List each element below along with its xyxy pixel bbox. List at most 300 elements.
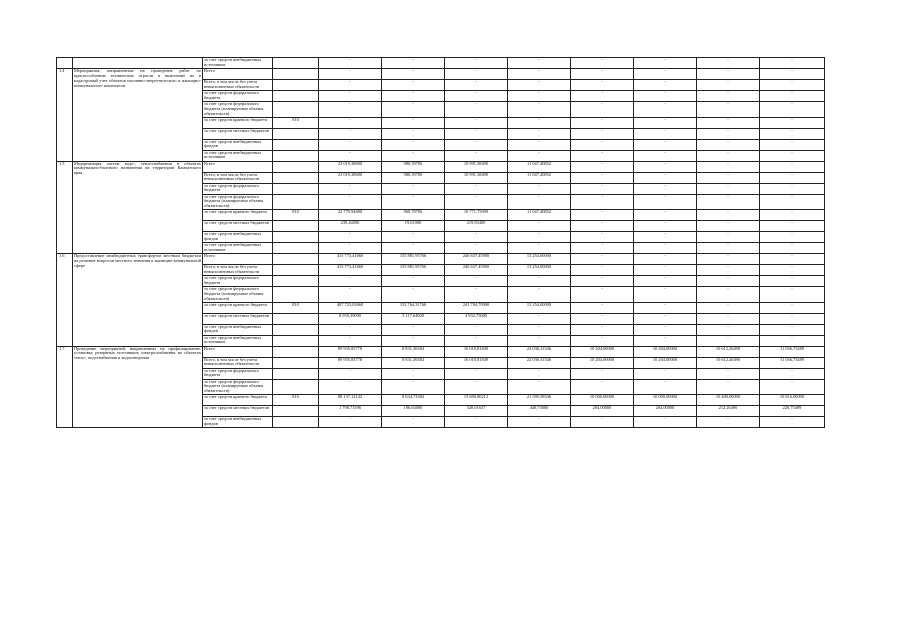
value-cell: - (382, 128, 445, 139)
funding-source: Всего, в том числе без учета невыполненных обязательств (203, 265, 273, 276)
value-cell: - (319, 183, 382, 194)
value-cell: - (445, 417, 508, 428)
value-cell: 980,39700 (382, 161, 445, 172)
value-cell: 239,44000 (319, 221, 382, 232)
value-cell: - (508, 102, 571, 118)
value-cell: - (634, 183, 697, 194)
value-cell: 13 254,00000 (508, 254, 571, 265)
value-cell: - (445, 69, 508, 80)
table-row (57, 69, 825, 80)
value-cell: - (319, 150, 382, 161)
funding-source: Всего (203, 346, 273, 357)
value-cell: - (382, 139, 445, 150)
budget-code: 810 (273, 210, 319, 221)
value-cell: - (697, 183, 760, 194)
value-cell: - (571, 379, 634, 395)
value-cell: 440,73000 (508, 406, 571, 417)
value-cell: - (760, 161, 825, 172)
value-cell: - (508, 276, 571, 287)
value-cell: - (445, 379, 508, 395)
value-cell: 13 254,00000 (508, 265, 571, 276)
value-cell: - (445, 276, 508, 287)
value-cell: 8 831,36384 (382, 357, 445, 368)
value-cell: - (382, 58, 445, 69)
funding-source: за счет средств федерального бюджета (203, 276, 273, 287)
value-cell: - (697, 243, 760, 254)
value-cell: 8 831,36384 (382, 346, 445, 357)
value-cell: - (571, 324, 634, 335)
value-cell: - (319, 91, 382, 102)
value-cell: - (445, 58, 508, 69)
value-cell: 89 935,83778 (319, 346, 382, 357)
value-cell: - (319, 417, 382, 428)
value-cell: - (382, 324, 445, 335)
value-cell: - (760, 324, 825, 335)
value-cell: - (760, 117, 825, 128)
value-cell: 19,61000 (382, 221, 445, 232)
budget-code (273, 172, 319, 183)
value-cell: - (571, 117, 634, 128)
value-cell: - (634, 128, 697, 139)
budget-code (273, 335, 319, 346)
value-cell: - (571, 58, 634, 69)
value-cell: 246 637,45900 (445, 254, 508, 265)
value-cell: - (382, 287, 445, 303)
value-cell: - (571, 161, 634, 172)
budget-code (273, 287, 319, 303)
value-cell: - (634, 102, 697, 118)
funding-source: за счет средств федерального бюджета (планируемые объемы обязательств) (203, 287, 273, 303)
value-cell: - (445, 117, 508, 128)
value-cell: 23 019,38680 (319, 172, 382, 183)
value-cell: - (571, 417, 634, 428)
value-cell: - (760, 150, 825, 161)
value-cell: 196,63000 (382, 406, 445, 417)
value-cell: 8 050,39000 (319, 313, 382, 324)
value-cell: - (634, 172, 697, 183)
value-cell: - (571, 335, 634, 346)
value-cell: 11 047,40852 (508, 172, 571, 183)
value-cell: 219,83400 (445, 221, 508, 232)
value-cell: - (697, 232, 760, 243)
value-cell: - (508, 117, 571, 128)
budget-code (273, 368, 319, 379)
funding-source: Всего (203, 161, 273, 172)
budget-code (273, 276, 319, 287)
value-cell: - (571, 91, 634, 102)
budget-code (273, 150, 319, 161)
budget-code: 810 (273, 117, 319, 128)
value-cell: - (445, 102, 508, 118)
value-cell: - (760, 417, 825, 428)
funding-source: за счет средств федерального бюджета (203, 91, 273, 102)
value-cell: - (571, 232, 634, 243)
budget-code (273, 161, 319, 172)
value-cell: - (319, 117, 382, 128)
funding-source: за счет средств федерального бюджета (203, 368, 273, 379)
value-cell: - (382, 417, 445, 428)
value-cell: - (697, 102, 760, 118)
value-cell: 415 773,41660 (319, 254, 382, 265)
funding-source: за счет средств местных бюджетов (203, 313, 273, 324)
value-cell: - (382, 276, 445, 287)
value-cell: - (382, 150, 445, 161)
value-cell: - (634, 232, 697, 243)
value-cell: - (508, 417, 571, 428)
funding-source: Всего, в том числе без учета невыполненных обязательств (203, 357, 273, 368)
funding-source: за счет средств краевого бюджета (203, 210, 273, 221)
measure-name: Мероприятия, направленные на проведение работ по приспособлению технических отрасли и включение их в кадастровый учет объектов топливно-энергетического и жилищно-коммунального комплексов (73, 69, 203, 162)
value-cell: 89 935,83778 (319, 357, 382, 368)
item-number: 1.7 (57, 346, 73, 428)
funding-source: за счет средств внебюджетных источников (203, 150, 273, 161)
value-cell: - (760, 183, 825, 194)
value-cell: 10 816,00000 (760, 395, 825, 406)
value-cell: 220,75489 (760, 406, 825, 417)
value-cell: - (571, 276, 634, 287)
measure-name: Модернизация систем водо-, теплоснабжения в объектах коммунально-бытового назначения на территории Камчатского края (73, 161, 203, 254)
value-cell: - (760, 80, 825, 91)
budget-code (273, 194, 319, 210)
value-cell: - (445, 194, 508, 210)
value-cell: - (508, 221, 571, 232)
value-cell: - (760, 276, 825, 287)
value-cell: - (697, 379, 760, 395)
value-cell: - (508, 58, 571, 69)
budget-code (273, 139, 319, 150)
value-cell: - (508, 183, 571, 194)
table-row (57, 254, 825, 265)
value-cell: 10 000,00000 (571, 395, 634, 406)
budget-code (273, 221, 319, 232)
funding-source: за счет средств федерального бюджета (планируемые объемы обязательств) (203, 379, 273, 395)
value-cell: - (508, 313, 571, 324)
item-number: 1.6 (57, 254, 73, 347)
value-cell: 246 637,45900 (445, 265, 508, 276)
funding-source: за счет средств федерального бюджета (планируемые объемы обязательств) (203, 102, 273, 118)
value-cell: - (571, 265, 634, 276)
budget-code (273, 102, 319, 118)
value-cell: - (382, 194, 445, 210)
budget-code (273, 265, 319, 276)
value-cell: 11 036,75489 (760, 357, 825, 368)
value-cell: - (634, 58, 697, 69)
value-cell: - (445, 80, 508, 91)
value-cell: - (571, 243, 634, 254)
value-cell: 11 036,75489 (760, 346, 825, 357)
budget-code (273, 313, 319, 324)
value-cell: - (445, 139, 508, 150)
value-cell: - (760, 91, 825, 102)
value-cell: - (382, 102, 445, 118)
value-cell: - (634, 265, 697, 276)
value-cell: - (760, 243, 825, 254)
budget-code (273, 232, 319, 243)
value-cell: 13 254,00000 (508, 302, 571, 313)
value-cell: - (445, 368, 508, 379)
value-cell: - (760, 265, 825, 276)
value-cell: 22 036,31546 (508, 346, 571, 357)
value-cell: - (319, 194, 382, 210)
value-cell: 960,78700 (382, 210, 445, 221)
value-cell: 204,00000 (634, 406, 697, 417)
funding-source: за счет средств федерального бюджета (203, 183, 273, 194)
value-cell: 10 000,00000 (634, 395, 697, 406)
value-cell: - (382, 91, 445, 102)
item-number: 1.5 (57, 161, 73, 254)
budget-code: 810 (273, 395, 319, 406)
value-cell: 320,01637 (445, 406, 508, 417)
value-cell: 415 773,41660 (319, 265, 382, 276)
value-cell: - (634, 324, 697, 335)
value-cell: 10 612,26490 (697, 346, 760, 357)
value-cell: - (571, 368, 634, 379)
value-cell: - (445, 335, 508, 346)
value-cell: - (319, 335, 382, 346)
value-cell: - (382, 335, 445, 346)
value-cell: - (760, 302, 825, 313)
funding-source: Всего, в том числе без учета невыполненных обязательств (203, 172, 273, 183)
value-cell: 8 634,73384 (382, 395, 445, 406)
value-cell: - (508, 324, 571, 335)
value-cell: - (760, 172, 825, 183)
value-cell: - (760, 221, 825, 232)
value-cell: 10 991,38490 (445, 172, 508, 183)
value-cell: - (382, 232, 445, 243)
value-cell: - (697, 210, 760, 221)
value-cell: - (634, 254, 697, 265)
value-cell: 204,00000 (571, 406, 634, 417)
value-cell: - (760, 287, 825, 303)
budget-code (273, 254, 319, 265)
value-cell: - (319, 276, 382, 287)
value-cell: - (760, 102, 825, 118)
item-number: 1.4 (57, 69, 73, 162)
value-cell: - (634, 139, 697, 150)
measure-name: Проведение мероприятий, направленных на профилирование, установку резервных источников электроснабжения на объектах тепло-, водоснабжения и водоотведения (73, 346, 203, 428)
value-cell: - (571, 194, 634, 210)
value-cell: - (634, 302, 697, 313)
measure-name: Предоставление межбюджетных трансфертов местным бюджетам на решение вопросов местного значения в жилищно-коммунальной сфере (73, 254, 203, 347)
budget-code (273, 346, 319, 357)
value-cell: - (571, 302, 634, 313)
value-cell: 241 704,70900 (445, 302, 508, 313)
value-cell: - (760, 58, 825, 69)
value-cell: - (760, 194, 825, 210)
funding-source: за счет средств внебюджетных фондов (203, 324, 273, 335)
value-cell: - (508, 91, 571, 102)
value-cell: - (697, 324, 760, 335)
value-cell: - (319, 102, 382, 118)
budget-code (273, 91, 319, 102)
value-cell: - (634, 194, 697, 210)
funding-source: за счет средств федерального бюджета (планируемые объемы обязательств) (203, 194, 273, 210)
funding-source: за счет средств местных бюджетов (203, 128, 273, 139)
value-cell: 10 204,00000 (571, 357, 634, 368)
value-cell: - (571, 69, 634, 80)
value-cell: - (760, 335, 825, 346)
value-cell: - (445, 287, 508, 303)
value-cell: 16 010,81849 (445, 357, 508, 368)
budget-code (273, 80, 319, 91)
funding-source: за счет средств внебюджетных источников (203, 58, 273, 69)
value-cell: 407 723,02660 (319, 302, 382, 313)
value-cell: - (634, 161, 697, 172)
value-cell: - (697, 117, 760, 128)
value-cell: - (697, 335, 760, 346)
value-cell: - (508, 232, 571, 243)
budget-code (273, 417, 319, 428)
table-row (57, 58, 825, 69)
value-cell: 980,39700 (382, 172, 445, 183)
value-cell: - (697, 172, 760, 183)
value-cell: - (634, 150, 697, 161)
value-cell: - (319, 379, 382, 395)
value-cell: - (697, 58, 760, 69)
value-cell: - (508, 243, 571, 254)
value-cell: - (760, 368, 825, 379)
value-cell: - (319, 232, 382, 243)
value-cell: - (508, 150, 571, 161)
value-cell: - (571, 150, 634, 161)
value-cell: - (697, 417, 760, 428)
budget-code (273, 243, 319, 254)
value-cell: 15 690,80212 (445, 395, 508, 406)
value-cell: - (697, 313, 760, 324)
value-cell: 4 932,75000 (445, 313, 508, 324)
value-cell: 155 881,95766 (382, 265, 445, 276)
funding-source: Всего (203, 69, 273, 80)
value-cell: - (382, 117, 445, 128)
value-cell: - (382, 368, 445, 379)
value-cell: - (319, 243, 382, 254)
value-cell: 21 595,58546 (508, 395, 571, 406)
value-cell: - (634, 210, 697, 221)
value-cell: - (634, 91, 697, 102)
value-cell: - (760, 128, 825, 139)
value-cell: - (319, 368, 382, 379)
budget-code (273, 379, 319, 395)
measure-name (73, 58, 203, 69)
funding-source: за счет средств внебюджетных фондов (203, 139, 273, 150)
table-row (57, 346, 825, 357)
value-cell: - (697, 194, 760, 210)
funding-source: Всего, в том числе без учета невыполненных обязательств (203, 80, 273, 91)
value-cell: - (697, 254, 760, 265)
value-cell: - (571, 80, 634, 91)
value-cell: - (760, 313, 825, 324)
value-cell: - (697, 287, 760, 303)
value-cell: - (760, 379, 825, 395)
value-cell: - (697, 302, 760, 313)
budget-code (273, 58, 319, 69)
table-row (57, 161, 825, 172)
budget-code: 810 (273, 302, 319, 313)
budget-code (273, 406, 319, 417)
value-cell: - (634, 117, 697, 128)
value-cell: - (760, 254, 825, 265)
value-cell: - (760, 210, 825, 221)
value-cell: - (319, 287, 382, 303)
value-cell: - (319, 324, 382, 335)
budget-code (273, 357, 319, 368)
value-cell: 10 400,00000 (697, 395, 760, 406)
value-cell: 10 204,00000 (571, 346, 634, 357)
value-cell: - (382, 243, 445, 254)
value-cell: - (382, 183, 445, 194)
value-cell: - (634, 287, 697, 303)
value-cell: - (697, 139, 760, 150)
value-cell: - (382, 379, 445, 395)
value-cell: - (508, 287, 571, 303)
value-cell: - (445, 243, 508, 254)
value-cell: 155 881,95766 (382, 254, 445, 265)
value-cell: - (319, 69, 382, 80)
value-cell: - (634, 221, 697, 232)
value-cell: 10 612,26490 (697, 357, 760, 368)
value-cell: - (445, 324, 508, 335)
value-cell: - (634, 368, 697, 379)
value-cell: - (697, 368, 760, 379)
funding-source: за счет средств краевого бюджета (203, 395, 273, 406)
value-cell: - (382, 69, 445, 80)
value-cell: - (319, 80, 382, 91)
value-cell: - (760, 69, 825, 80)
value-cell: - (571, 254, 634, 265)
value-cell: - (319, 139, 382, 150)
value-cell: - (508, 335, 571, 346)
budget-code (273, 324, 319, 335)
budget-code (273, 183, 319, 194)
value-cell: - (508, 69, 571, 80)
value-cell: - (760, 139, 825, 150)
value-cell: 11 047,40852 (508, 210, 571, 221)
funding-source: за счет средств краевого бюджета (203, 302, 273, 313)
funding-source: за счет средств местных бюджетов (203, 406, 273, 417)
value-cell: - (697, 69, 760, 80)
value-cell: 3 117,64000 (382, 313, 445, 324)
value-cell: - (508, 379, 571, 395)
value-cell: - (319, 58, 382, 69)
value-cell: - (508, 368, 571, 379)
value-cell: - (445, 183, 508, 194)
value-cell: - (697, 128, 760, 139)
funding-source: за счет средств внебюджетных фондов (203, 417, 273, 428)
budget-code (273, 128, 319, 139)
value-cell: - (634, 313, 697, 324)
funding-source: за счет средств внебюджетных источников (203, 243, 273, 254)
value-cell: - (445, 150, 508, 161)
value-cell: 1 798,71596 (319, 406, 382, 417)
value-cell: - (634, 276, 697, 287)
value-cell: 23 019,38680 (319, 161, 382, 172)
value-cell: - (697, 91, 760, 102)
value-cell: - (445, 232, 508, 243)
value-cell: - (697, 150, 760, 161)
value-cell: - (445, 91, 508, 102)
value-cell: - (508, 139, 571, 150)
value-cell: - (571, 183, 634, 194)
value-cell: - (634, 335, 697, 346)
value-cell: - (508, 194, 571, 210)
value-cell: - (571, 128, 634, 139)
value-cell: - (445, 128, 508, 139)
funding-source: за счет средств внебюджетных источников (203, 335, 273, 346)
value-cell: - (571, 172, 634, 183)
value-cell: - (634, 69, 697, 80)
value-cell: - (571, 287, 634, 303)
item-number (57, 58, 73, 69)
